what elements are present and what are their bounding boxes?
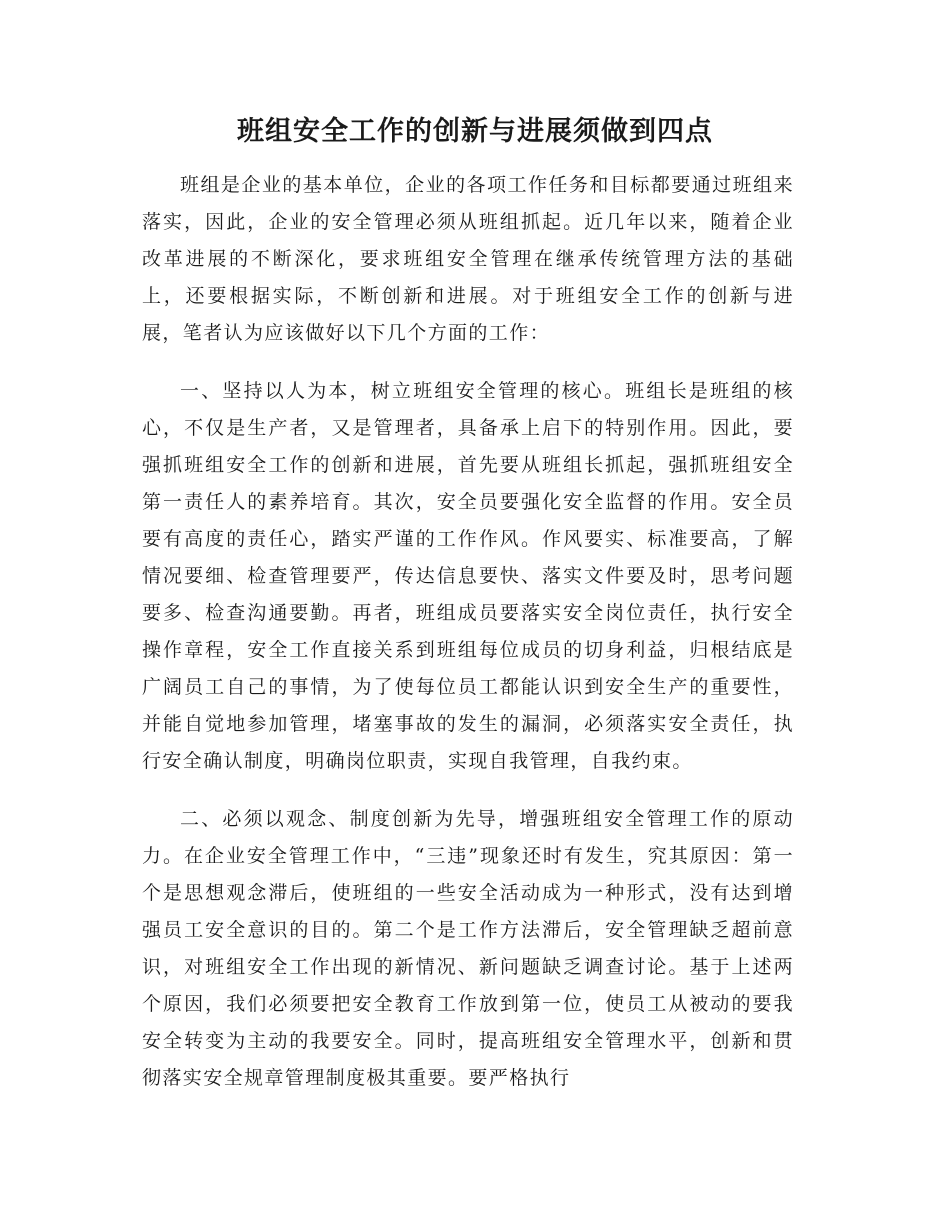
document-title: 班组安全工作的创新与进展须做到四点: [237, 116, 713, 147]
document-body: [142, 167, 794, 1097]
paragraph-point-two: 二、必须以观念、制度创新为先导，增强班组安全管理工作的原动力。在企业安全管理工作中，“三违”现象还时有发生，究其原因：第一个是思想观念滞后，使班组的一些安全活动成为一种形式，没有达到增强员工安全意识的目的。第二个是工作方法滞后，安全管理缺乏超前意识，对班组安全工作出现的新情况、新问题缺乏调查讨论。基于上述两个原因，我们必须要把安全教育工作放到第一位，使员工从被动的要我安全转变为主动的我要安全。同时，提高班组安全管理水平，创新和贯彻落实安全规章管理制度极其重要。要严格执行: [142, 808, 794, 1089]
paragraph-point-one: 一、坚持以人为本，树立班组安全管理的核心。班组长是班组的核心，不仅是生产者，又是管理者，具备承上启下的特别作用。因此，要强抓班组安全工作的创新和进展，首先要从班组长抓起，强抓班组安全第一责任人的素养培育。其次，安全员要强化安全监督的作用。安全员要有高度的责任心，踏实严谨的工作作风。作风要实、标准要高，了解情况要细、检查管理要严，传达信息要快、落实文件要及时，思考问题要多、检查沟通要勤。再者，班组成员要落实安全岗位责任，执行安全操作章程，安全工作直接关系到班组每位成员的切身利益，归根结底是广阔员工自己的事情，为了使每位员工都能认识到安全生产的重要性，并能自觉地参加管理，堵塞事故的发生的漏洞，必须落实安全责任，执行安全确认制度，明确岗位职责，实现自我管理，自我约束。: [142, 380, 794, 772]
paragraph-intro: 班组是企业的基本单位，企业的各项工作任务和目标都要通过班组来落实，因此，企业的安全管理必须从班组抓起。近几年以来，随着企业改革进展的不断深化，要求班组安全管理在继承传统管理方法的基础上，还要根据实际，不断创新和进展。对于班组安全工作的创新与进展，笔者认为应该做好以下几个方面的工作：: [142, 174, 794, 344]
